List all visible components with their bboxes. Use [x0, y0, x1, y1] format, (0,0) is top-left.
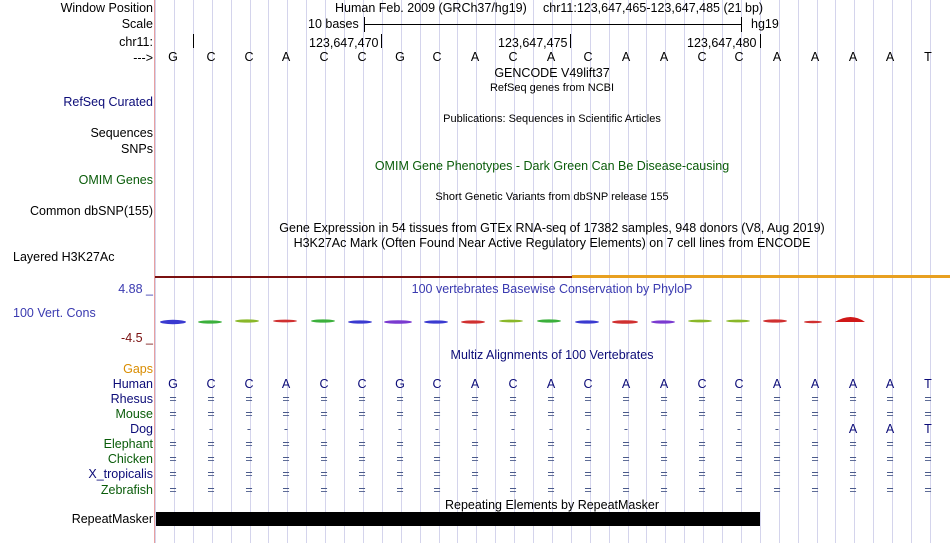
alignment-cell: = — [584, 467, 592, 481]
phylop-signal — [155, 310, 950, 330]
label-separator — [154, 0, 155, 543]
alignment-cell: = — [396, 392, 404, 406]
base-letter: A — [621, 50, 631, 64]
alignment-cell: = — [396, 452, 404, 466]
alignment-cell: = — [849, 483, 857, 497]
alignment-cell: = — [622, 467, 630, 481]
alignment-cell: C — [357, 377, 367, 391]
alignment-cell: = — [471, 437, 479, 451]
alignment-cell: = — [471, 483, 479, 497]
alignment-cell: G — [395, 377, 405, 391]
alignment-cell: = — [584, 392, 592, 406]
species-label[interactable]: Mouse — [115, 407, 153, 421]
base-letter: G — [395, 50, 405, 64]
alignment-cell: - — [472, 422, 478, 436]
alignment-cell: = — [622, 483, 630, 497]
alignment-cell: = — [547, 467, 555, 481]
alignment-cell: = — [811, 483, 819, 497]
alignment-cell: C — [206, 377, 216, 391]
alignment-cell: = — [924, 467, 932, 481]
alignment-cell: = — [509, 452, 517, 466]
alignment-cell: = — [433, 407, 441, 421]
alignment-cell: = — [698, 467, 706, 481]
alignment-cell: = — [924, 437, 932, 451]
base-letter: C — [206, 50, 216, 64]
grid-line — [306, 0, 307, 543]
alignment-cell: = — [396, 437, 404, 451]
alignment-cell: = — [245, 437, 253, 451]
alignment-cell: = — [169, 392, 177, 406]
alignment-cell: = — [622, 407, 630, 421]
scale-bar-left-cap — [364, 17, 365, 32]
alignment-cell: = — [245, 407, 253, 421]
alignment-cell: = — [396, 407, 404, 421]
base-letter: C — [319, 50, 329, 64]
gencode-track-title[interactable]: GENCODE V49lift37 — [494, 66, 610, 80]
alignment-cell: = — [509, 437, 517, 451]
base-letter: C — [697, 50, 707, 64]
alignment-cell: = — [433, 437, 441, 451]
alignment-cell: A — [621, 377, 631, 391]
cons-min-label: -4.5 _ — [121, 331, 153, 345]
ruler-tick — [381, 34, 382, 48]
phylop-mark — [575, 320, 599, 323]
grid-line — [798, 0, 799, 543]
alignment-cell: = — [773, 452, 781, 466]
repeatmasker-track-label[interactable]: RepeatMasker — [71, 512, 153, 526]
scale-text: 10 bases — [308, 17, 359, 31]
alignment-cell: = — [735, 407, 743, 421]
alignment-cell: - — [170, 422, 176, 436]
alignment-cell: = — [245, 467, 253, 481]
grid-line — [646, 0, 647, 543]
phylop-mark — [651, 320, 675, 323]
alignment-cell: = — [207, 452, 215, 466]
alignment-cell: = — [320, 392, 328, 406]
ruler-tick — [570, 34, 571, 48]
alignment-cell: = — [471, 392, 479, 406]
alignment-cell: = — [622, 452, 630, 466]
base-letter: T — [924, 50, 932, 64]
alignment-cell: C — [697, 377, 707, 391]
alignment-cell: - — [510, 422, 516, 436]
alignment-cell: = — [282, 392, 290, 406]
alignment-cell: = — [245, 483, 253, 497]
base-letter: C — [734, 50, 744, 64]
alignment-cell: = — [886, 437, 894, 451]
alignment-cell: - — [434, 422, 440, 436]
alignment-cell: T — [924, 377, 932, 391]
base-letter: C — [244, 50, 254, 64]
alignment-cell: A — [885, 377, 895, 391]
alignment-cell: = — [282, 437, 290, 451]
phylop-mark — [726, 320, 750, 323]
phylop-mark — [160, 320, 186, 324]
alignment-cell: = — [320, 437, 328, 451]
phylop-mark — [804, 321, 822, 323]
refseq-track-label[interactable]: RefSeq Curated — [63, 95, 153, 109]
alignment-cell: - — [359, 422, 365, 436]
alignment-cell: = — [207, 437, 215, 451]
alignment-cell: = — [471, 467, 479, 481]
alignment-cell: = — [924, 392, 932, 406]
alignment-cell: = — [698, 483, 706, 497]
alignment-cell: = — [471, 452, 479, 466]
base-letter: A — [885, 50, 895, 64]
scale-label: Scale — [121, 17, 153, 31]
grid-line — [420, 0, 421, 543]
alignment-cell: = — [660, 467, 668, 481]
alignment-cell: = — [660, 392, 668, 406]
ruler-tick — [193, 34, 194, 48]
alignment-cell: = — [773, 392, 781, 406]
alignment-cell: = — [207, 407, 215, 421]
phylop-mark — [235, 319, 259, 322]
publications-track-title[interactable]: Publications: Sequences in Scientific Articles — [443, 113, 661, 125]
alignment-cell: = — [886, 452, 894, 466]
alignment-cell: C — [508, 377, 518, 391]
alignment-cell: = — [735, 392, 743, 406]
alignment-cell: = — [622, 392, 630, 406]
phylop-track-title[interactable]: 100 vertebrates Basewise Conservation by PhyloP — [411, 282, 693, 296]
alignment-cell: = — [886, 467, 894, 481]
ruler-tick-label: 123,647,475 — [498, 36, 568, 50]
phylop-mark — [198, 320, 222, 323]
alignment-cell: = — [886, 392, 894, 406]
alignment-cell: = — [509, 392, 517, 406]
alignment-cell: = — [320, 467, 328, 481]
alignment-cell: = — [433, 483, 441, 497]
alignment-cell: = — [358, 437, 366, 451]
alignment-cell: = — [358, 392, 366, 406]
alignment-cell: = — [698, 392, 706, 406]
alignment-cell: = — [773, 437, 781, 451]
alignment-cell: = — [698, 407, 706, 421]
alignment-cell: = — [849, 407, 857, 421]
alignment-cell: A — [772, 377, 782, 391]
phylop-mark — [384, 320, 412, 324]
alignment-cell: = — [849, 437, 857, 451]
repeatmasker-track-title[interactable]: Repeating Elements by RepeatMasker — [444, 498, 660, 512]
alignment-cell: = — [698, 452, 706, 466]
alignment-cell: - — [623, 422, 629, 436]
alignment-cell: = — [849, 467, 857, 481]
cons-track-label[interactable]: 100 Vert. Cons — [13, 306, 96, 320]
alignment-cell: = — [169, 437, 177, 451]
alignment-cell: = — [282, 407, 290, 421]
alignment-cell: = — [509, 467, 517, 481]
alignment-cell: = — [924, 452, 932, 466]
phylop-mark — [424, 320, 448, 323]
alignment-cell: = — [849, 392, 857, 406]
species-label[interactable]: Dog — [130, 422, 153, 436]
grid-line — [268, 0, 269, 543]
alignment-cell: = — [849, 452, 857, 466]
species-label[interactable]: Elephant — [103, 437, 153, 451]
alignment-cell: C — [734, 377, 744, 391]
alignment-cell: - — [812, 422, 818, 436]
dbsnp-track-title[interactable]: Short Genetic Variants from dbSNP release 155 — [435, 191, 669, 203]
alignment-cell: - — [699, 422, 705, 436]
alignment-cell: = — [811, 437, 819, 451]
strand-label: ---> — [133, 51, 153, 65]
alignment-cell: = — [660, 483, 668, 497]
alignment-cell: A — [659, 377, 669, 391]
alignment-cell: = — [358, 483, 366, 497]
alignment-cell: T — [924, 422, 932, 436]
alignment-cell: = — [169, 452, 177, 466]
base-letter: C — [357, 50, 367, 64]
phylop-mark — [348, 320, 372, 323]
grid-line — [344, 0, 345, 543]
species-label[interactable]: Rhesus — [110, 392, 153, 406]
alignment-cell: A — [281, 377, 291, 391]
alignment-cell: C — [432, 377, 442, 391]
alignment-cell: - — [736, 422, 742, 436]
alignment-cell: A — [885, 422, 895, 436]
species-label[interactable]: Gaps — [123, 362, 153, 376]
alignment-cell: = — [245, 452, 253, 466]
sequences-track-label[interactable]: Sequences — [90, 126, 153, 140]
alignment-cell: = — [773, 407, 781, 421]
phylop-mark — [461, 320, 485, 323]
chrom-label: chr11: — [119, 35, 153, 49]
alignment-cell: - — [208, 422, 214, 436]
base-letter: A — [546, 50, 556, 64]
cons-max-label: 4.88 _ — [118, 282, 153, 296]
gtex-track-title[interactable]: Gene Expression in 54 tissues from GTEx RNA-seq of 17382 samples, 948 donors (V8, Aug 2019) — [279, 221, 825, 235]
alignment-cell: = — [471, 407, 479, 421]
refseq-track-title[interactable]: RefSeq genes from NCBI — [489, 82, 615, 94]
alignment-cell: = — [811, 467, 819, 481]
alignment-cell: C — [583, 377, 593, 391]
alignment-cell: = — [547, 452, 555, 466]
alignment-cell: - — [283, 422, 289, 436]
alignment-cell: = — [282, 483, 290, 497]
ruler-tick-label: 123,647,480 — [687, 36, 757, 50]
alignment-cell: = — [282, 452, 290, 466]
alignment-cell: = — [660, 437, 668, 451]
alignment-cell: C — [319, 377, 329, 391]
alignment-cell: = — [169, 407, 177, 421]
phylop-mark — [273, 320, 297, 323]
base-letter: G — [168, 50, 178, 64]
base-letter: A — [659, 50, 669, 64]
alignment-cell: - — [585, 422, 591, 436]
alignment-cell: = — [169, 483, 177, 497]
alignment-cell: = — [735, 437, 743, 451]
dbsnp-track-label[interactable]: Common dbSNP(155) — [30, 204, 153, 218]
h3k27ac-signal-peak — [572, 275, 950, 278]
position-readout: chr11:123,647,465-123,647,485 (21 bp) — [543, 1, 764, 15]
grid-line — [684, 0, 685, 543]
grid-line — [155, 0, 156, 543]
alignment-cell: = — [433, 467, 441, 481]
assembly-title: Human Feb. 2009 (GRCh37/hg19) — [335, 1, 527, 15]
base-letter: A — [470, 50, 480, 64]
alignment-cell: C — [244, 377, 254, 391]
species-label[interactable]: X_tropicalis — [88, 467, 153, 481]
alignment-cell: = — [773, 483, 781, 497]
grid-line — [231, 0, 232, 543]
base-letter: A — [810, 50, 820, 64]
alignment-cell: = — [584, 483, 592, 497]
alignment-cell: A — [848, 377, 858, 391]
alignment-cell: - — [246, 422, 252, 436]
base-letter: A — [281, 50, 291, 64]
alignment-cell: - — [397, 422, 403, 436]
phylop-mark — [763, 319, 787, 322]
alignment-cell: = — [358, 467, 366, 481]
alignment-cell: - — [548, 422, 554, 436]
scale-bar-right-cap — [741, 17, 742, 32]
grid-line — [911, 0, 912, 543]
alignment-cell: = — [207, 392, 215, 406]
grid-line — [760, 0, 761, 543]
alignment-cell: A — [810, 377, 820, 391]
omim-track-label[interactable]: OMIM Genes — [78, 173, 153, 187]
alignment-cell: A — [470, 377, 480, 391]
base-letter: C — [508, 50, 518, 64]
alignment-cell: - — [661, 422, 667, 436]
ruler-tick-label: 123,647,470 — [309, 36, 379, 50]
alignment-cell: - — [774, 422, 780, 436]
alignment-cell: A — [848, 422, 858, 436]
phylop-mark — [499, 320, 523, 323]
grid-line — [193, 0, 194, 543]
base-letter: A — [772, 50, 782, 64]
scale-bar — [364, 24, 741, 25]
alignment-cell: = — [433, 392, 441, 406]
alignment-cell: = — [660, 407, 668, 421]
alignment-cell: = — [773, 467, 781, 481]
alignment-cell: = — [811, 452, 819, 466]
alignment-cell: = — [207, 483, 215, 497]
alignment-cell: G — [168, 377, 178, 391]
alignment-cell: = — [886, 483, 894, 497]
alignment-cell: = — [660, 452, 668, 466]
grid-line — [835, 0, 836, 543]
alignment-cell: A — [546, 377, 556, 391]
alignment-cell: = — [584, 437, 592, 451]
alignment-cell: = — [282, 467, 290, 481]
phylop-mark — [612, 320, 638, 324]
alignment-cell: = — [509, 407, 517, 421]
alignment-cell: = — [584, 407, 592, 421]
phylop-mark — [537, 319, 561, 322]
alignment-cell: = — [735, 452, 743, 466]
alignment-cell: = — [698, 437, 706, 451]
alignment-cell: = — [547, 407, 555, 421]
alignment-cell: = — [924, 407, 932, 421]
alignment-cell: = — [320, 452, 328, 466]
window-position-label: Window Position — [60, 1, 153, 15]
phylop-mark — [688, 320, 712, 323]
grid-line — [722, 0, 723, 543]
alignment-cell: = — [396, 467, 404, 481]
alignment-cell: = — [433, 452, 441, 466]
alignment-cell: = — [622, 437, 630, 451]
phylop-peak — [835, 317, 865, 322]
species-label[interactable]: Human — [112, 377, 153, 391]
base-letter: C — [583, 50, 593, 64]
alignment-cell: = — [735, 483, 743, 497]
species-label[interactable]: Chicken — [107, 452, 153, 466]
h3k27ac-track-title[interactable]: H3K27Ac Mark (Often Found Near Active Regulatory Elements) on 7 cell lines from ENCODE — [293, 236, 811, 250]
alignment-cell: = — [245, 392, 253, 406]
alignment-cell: = — [811, 392, 819, 406]
omim-track-title[interactable]: OMIM Gene Phenotypes - Dark Green Can Be Disease-causing — [374, 159, 730, 173]
snps-track-label[interactable]: SNPs — [121, 142, 153, 156]
alignment-cell: = — [924, 483, 932, 497]
alignment-cell: = — [358, 452, 366, 466]
grid-line — [873, 0, 874, 543]
alignment-cell: = — [320, 483, 328, 497]
multiz-track-title[interactable]: Multiz Alignments of 100 Vertebrates — [450, 348, 654, 362]
repeatmasker-feature[interactable] — [156, 512, 760, 526]
base-letter: C — [432, 50, 442, 64]
alignment-cell: = — [547, 392, 555, 406]
h3k27ac-track-label[interactable]: Layered H3K27Ac — [13, 250, 115, 264]
alignment-cell: = — [547, 483, 555, 497]
alignment-cell: = — [811, 407, 819, 421]
phylop-mark — [311, 319, 335, 322]
alignment-cell: = — [358, 407, 366, 421]
alignment-cell: = — [509, 483, 517, 497]
base-letter: A — [848, 50, 858, 64]
ruler-tick — [760, 34, 761, 48]
alignment-cell: = — [207, 467, 215, 481]
alignment-cell: = — [169, 467, 177, 481]
alignment-cell: = — [547, 437, 555, 451]
species-label[interactable]: Zebrafish — [100, 483, 153, 497]
alignment-cell: = — [584, 452, 592, 466]
db-label: hg19 — [751, 17, 779, 31]
grid-line — [382, 0, 383, 543]
alignment-cell: - — [321, 422, 327, 436]
grid-line — [457, 0, 458, 543]
alignment-cell: = — [735, 467, 743, 481]
alignment-cell: = — [886, 407, 894, 421]
alignment-cell: = — [320, 407, 328, 421]
alignment-cell: = — [396, 483, 404, 497]
